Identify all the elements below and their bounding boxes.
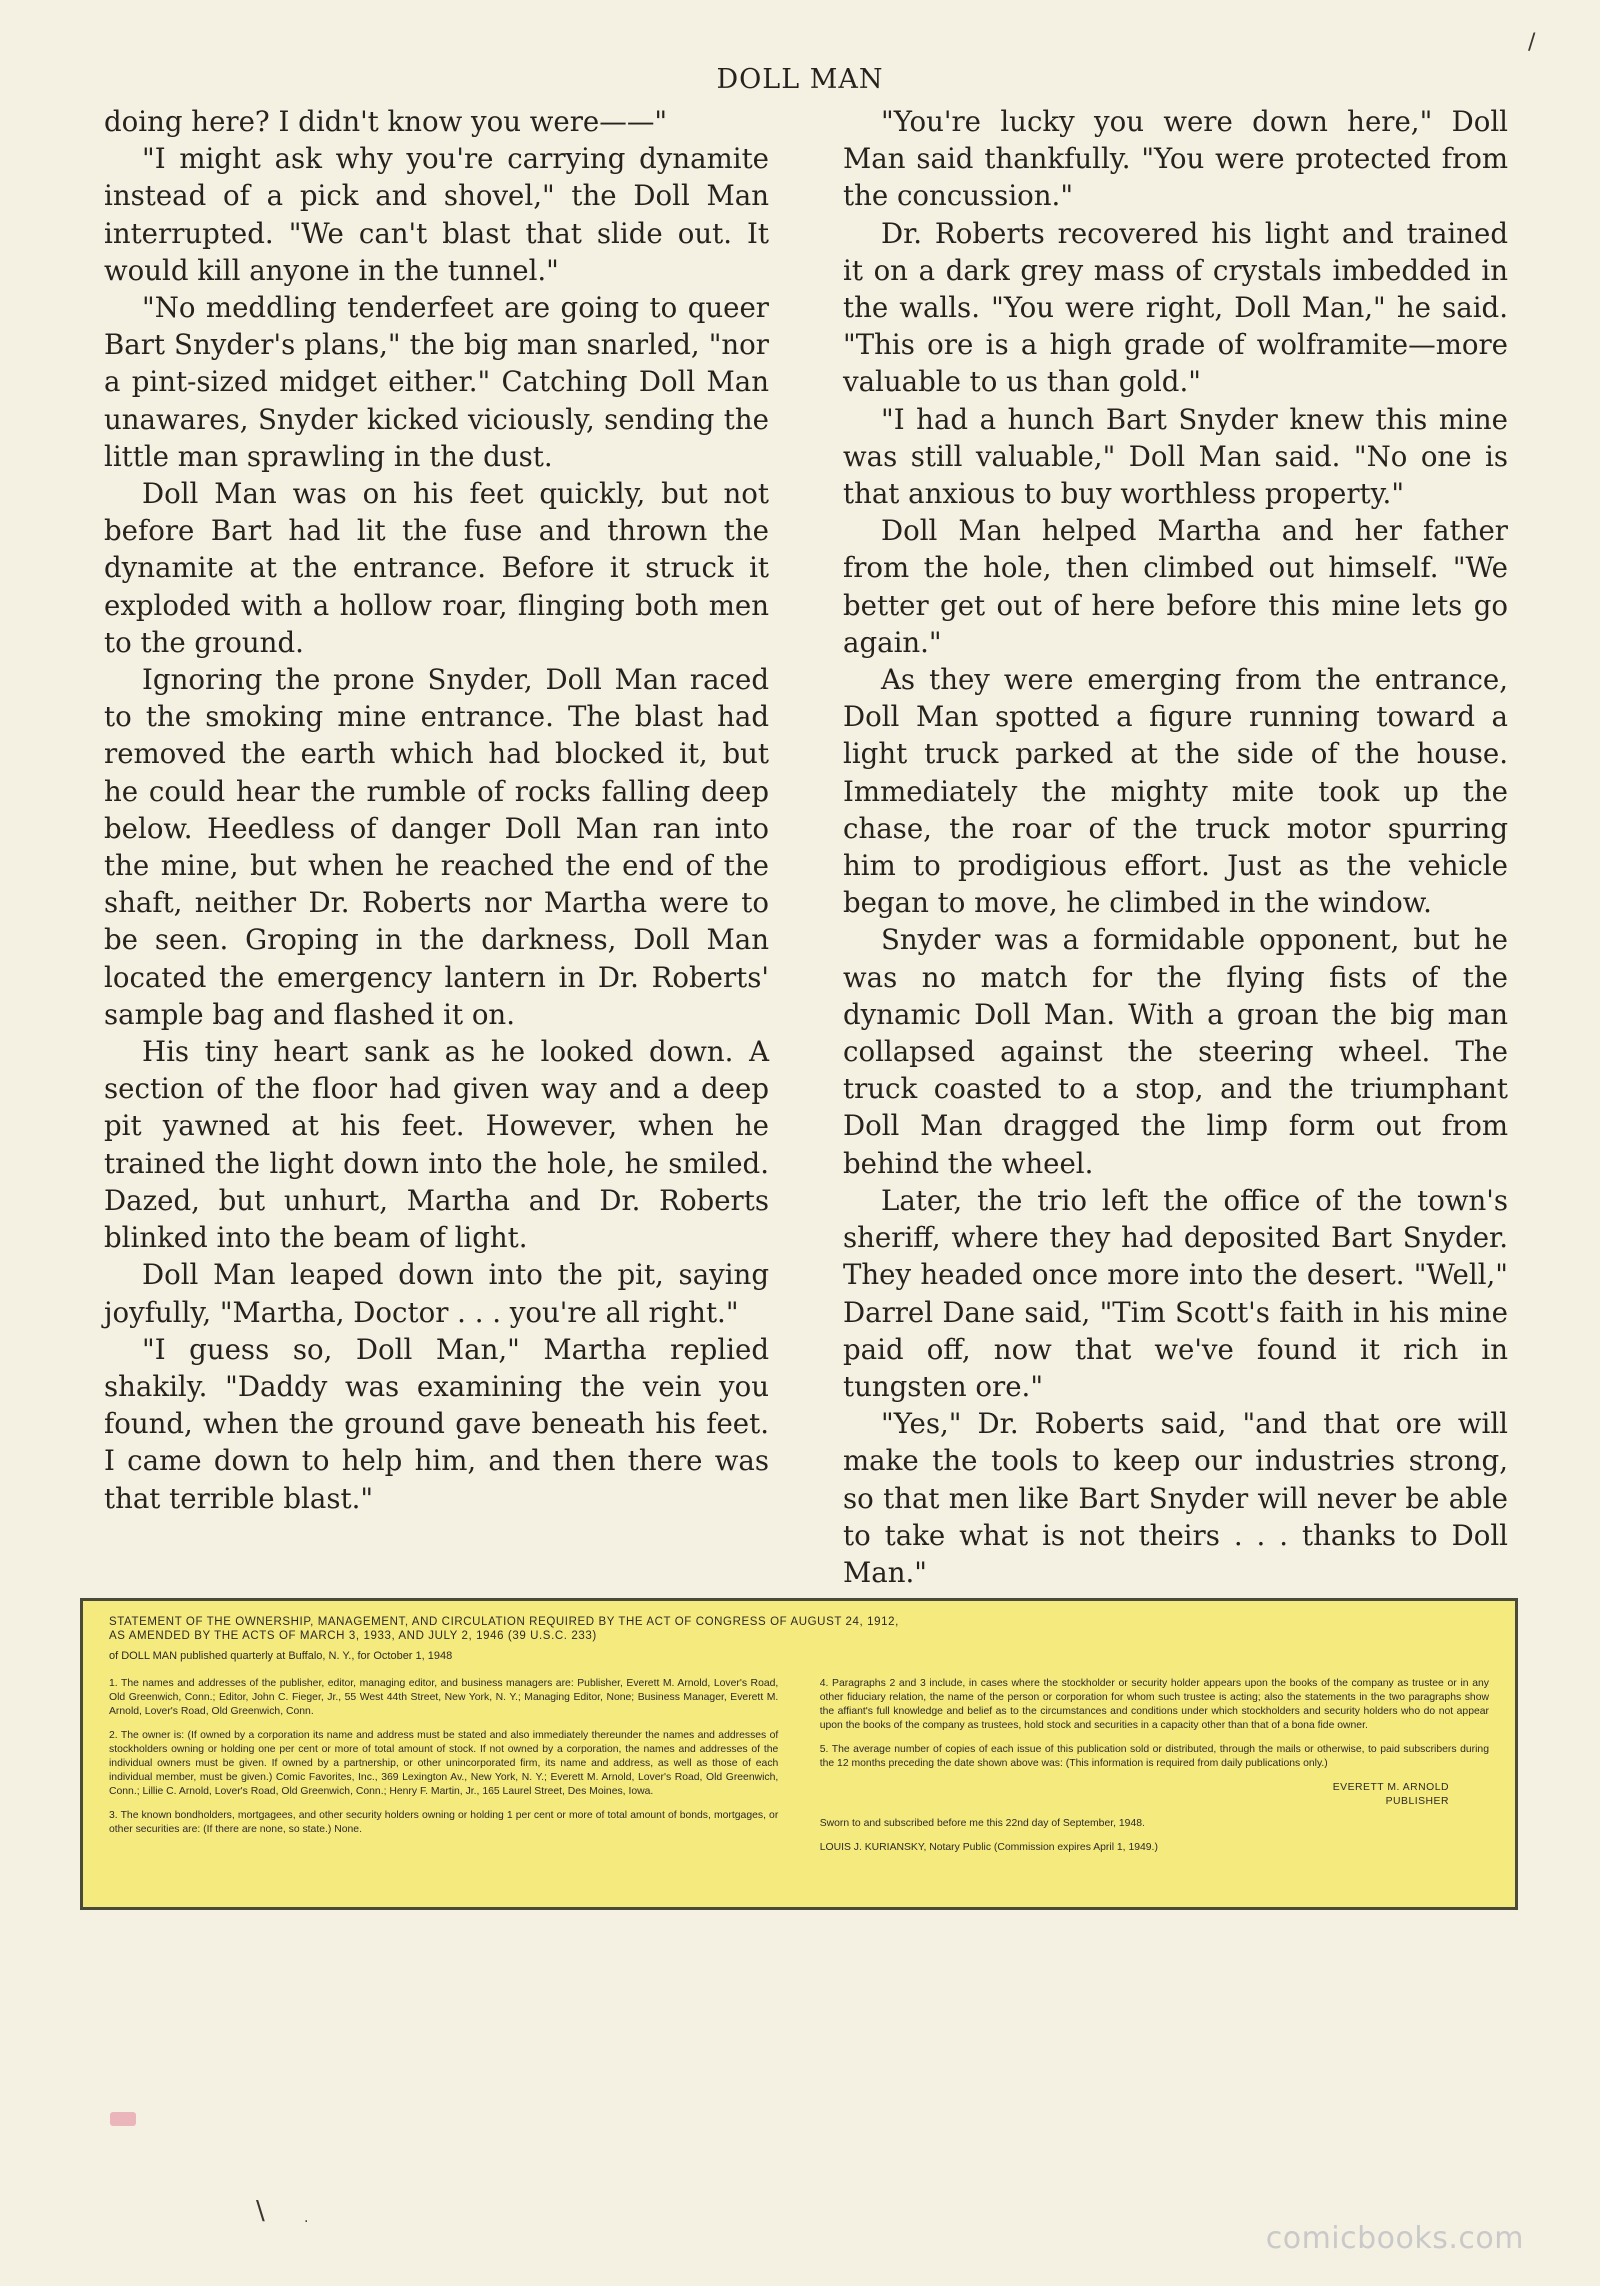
story-paragraph: "Yes," Dr. Roberts said, "and that ore will make the tools to keep our industries strong, so that men like Bart Snyder will never be able to take what is not theirs . . . thanks to Doll Man." (843, 1407, 1508, 1589)
story-paragraph: "You're lucky you were down here," Doll Man said thankfully. "You were protected from the concussion." (843, 105, 1508, 213)
story-column-right (843, 103, 1508, 1589)
story-paragraph: Ignoring the prone Snyder, Doll Man raced to the smoking mine entrance. The blast had removed the earth which had blocked it, but he could hear the rumble of rocks falling deep below. Heedless of danger Doll Man ran into the mine, but when he reached the end of the shaft, neither Dr. Roberts nor Martha were to be seen. Groping in the darkness, Doll Man located the emergency lantern in Dr. Roberts' sample bag and flashed it on. (104, 663, 769, 1031)
statement-paragraph: 5. The average number of copies of each issue of this publication sold or distributed, through the mails or otherwise, to paid subscribers during the 12 months preceding the date shown above was: (This information is required from daily publications only.) (819, 1744, 1489, 1769)
statement-title-line: STATEMENT OF THE OWNERSHIP, MANAGEMENT, AND CIRCULATION REQUIRED BY THE ACT OF CONGRESS OF AUGUST 24, 1912, (109, 1616, 899, 1628)
story-column-left (104, 103, 769, 1568)
stray-mark: \ (256, 2196, 265, 2226)
story-paragraph: Snyder was a formidable opponent, but he was no match for the flying fists of the dynamic Doll Man. With a groan the big man collapsed against the steering wheel. The truck coasted to a stop, and the triumphant Doll Man dragged the limp form out from behind the wheel. (843, 923, 1508, 1180)
story-paragraph: As they were emerging from the entrance, Doll Man spotted a figure running toward a light truck parked at the side of the house. Immediately the mighty mite took up the chase, the roar of the truck motor spurring him to prodigious effort. Just as the vehicle began to move, he climbed in the window. (843, 663, 1508, 920)
statement-paragraph: 3. The known bondholders, mortgagees, and other security holders owning or holding 1 per cent or more of total amount of bonds, mortgages, or other securities are: (If there are none, so state.) None. (109, 1810, 779, 1835)
signature-title: PUBLISHER (1385, 1796, 1449, 1807)
story-paragraph: Doll Man was on his feet quickly, but not before Bart had lit the fuse and thrown the dynamite at the entrance. Before it struck it exploded with a hollow roar, flinging both men to the ground. (104, 477, 769, 659)
story-paragraph: Later, the trio left the office of the town's sheriff, where they had deposited Bart Snyder. They headed once more into the desert. "Well," Darrel Dane said, "Tim Scott's faith in his mine paid off, now that we've found it rich in tungsten ore." (843, 1183, 1508, 1403)
site-watermark: comicbooks.com (1265, 2221, 1524, 2256)
statement-sworn-line: Sworn to and subscribed before me this 22nd day of September, 1948. (819, 1818, 1145, 1829)
statement-paragraph: 2. The owner is: (If owned by a corporation its name and address must be stated and also immediately thereunder the names and addresses of stockholders owning or holding one per cent or more of total amount of stock. If not owned by a corporation, the names and addresses of the individual owners must be given. If owned by a partnership, or other unincorporated firm, its name and address, as well as those of each individual member, must be given.) Comic Favorites, Inc., 369 Lexington Av., New York, N. Y.; Everett M. Arnold, Lover's Road, Old Greenwich, Conn.; Lillie C. Arnold, Lover's Road, Old Greenwich, Conn.; Henry F. Martin, Jr., 165 Laurel Street, Des Moines, Iowa. (109, 1730, 779, 1797)
story-paragraph: Dr. Roberts recovered his light and trained it on a dark grey mass of crystals imbedded in the walls. "You were right, Doll Man," he said. "This ore is a high grade of wolframite—more valuable to us than gold." (843, 216, 1508, 399)
story-paragraph: "I guess so, Doll Man," Martha replied shakily. "Daddy was examining the vein you found, when the ground gave beneath his feet. I came down to help him, and then there was that terrible blast." (104, 1332, 769, 1515)
story-paragraph: Doll Man leaped down into the pit, saying joyfully, "Martha, Doctor . . . you're all right." (104, 1258, 769, 1329)
smudge-mark (110, 2112, 136, 2126)
story-paragraph: "I might ask why you're carrying dynamite instead of a pick and shovel," the Doll Man interrupted. "We can't blast that slide out. It would kill anyone in the tunnel." (104, 142, 769, 287)
statement-paragraph: 1. The names and addresses of the publisher, editor, managing editor, and business managers are: Publisher, Everett M. Arnold, Lover's Road, Old Greenwich, Conn.; Editor, John C. Fieger, Jr., 55 West 44th Street, New York, N. Y.; Managing Editor, None; Business Manager, Everett M. Arnold, Lover's Road, Old Greenwich, Conn. (109, 1678, 779, 1717)
stray-mark: / (1528, 30, 1536, 55)
statement-paragraph: 4. Paragraphs 2 and 3 include, in cases where the stockholder or security holder appears upon the books of the company as trustee or in any other fiduciary relation, the name of the person or corporation for whom such trustee is acting; also the statements in the two paragraphs show the affiant's full knowledge and belief as to the circumstances and conditions under which stockholders and security holders who do not appear upon the books of the company as trustees, hold stock and securities in a capacity other than that of a bona fide owner. (819, 1678, 1489, 1731)
signature-name: EVERETT M. ARNOLD (1332, 1782, 1449, 1793)
story-text (104, 103, 1508, 1589)
statement-column-left (109, 1677, 778, 1865)
stray-mark: · (304, 2214, 309, 2230)
statement-notary-line: LOUIS J. KURIANSKY, Notary Public (Commission expires April 1, 1949.) (819, 1842, 1158, 1853)
statement-title-line: AS AMENDED BY THE ACTS OF MARCH 3, 1933, AND JULY 2, 1946 (39 U.S.C. 233) (109, 1630, 597, 1642)
statement-body (109, 1677, 1489, 1865)
story-paragraph: Doll Man helped Martha and her father from the hole, then climbed out himself. "We better get out of here before this mine lets go again." (843, 514, 1508, 659)
statement-signature (820, 1781, 1449, 1809)
story-paragraph: His tiny heart sank as he looked down. A section of the floor had given way and a deep pit yawned at his feet. However, when he trained the light down into the hole, he smiled. Dazed, but unhurt, Martha and Dr. Roberts blinked into the beam of light. (104, 1035, 769, 1255)
page-title: DOLL MAN (716, 64, 884, 95)
story-paragraph: "I had a hunch Bart Snyder knew this mine was still valuable," Doll Man said. "No one is that anxious to buy worthless property." (843, 402, 1508, 511)
story-paragraph: "No meddling tenderfeet are going to queer Bart Snyder's plans," the big man snarled, "nor a pint-sized midget either." Catching Doll Man unawares, Snyder kicked viciously, sending the little man sprawling in the dust. (104, 291, 769, 473)
story-paragraph: doing here? I didn't know you were——" (104, 105, 668, 138)
statement-column-right (820, 1677, 1489, 1865)
ownership-statement-box (80, 1598, 1518, 1910)
statement-of-line: of DOLL MAN published quarterly at Buffalo, N. Y., for October 1, 1948 (109, 1650, 453, 1662)
statement-title (109, 1615, 1489, 1643)
